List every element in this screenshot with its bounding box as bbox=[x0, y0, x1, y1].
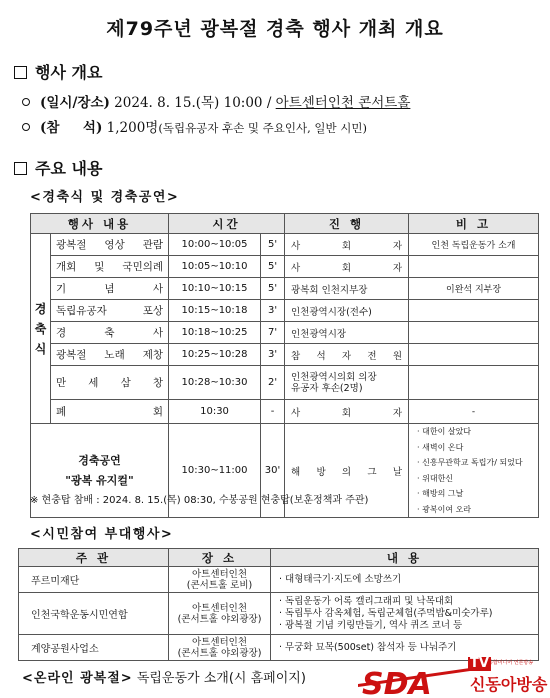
mc-cell: 해 방 의 그 날 bbox=[285, 424, 409, 518]
list-item: · 대형태극기·지도에 소망쓰기 bbox=[279, 573, 402, 585]
broadcaster-logo bbox=[358, 658, 550, 698]
event-cell: 독립유공자 포상 bbox=[51, 300, 169, 322]
mc-cell: 광복회 인천지부장 bbox=[285, 278, 409, 300]
square-bullet-icon bbox=[14, 162, 27, 175]
mc-cell: 인천광역시장 bbox=[285, 322, 409, 344]
online-text: 독립운동가 소개(시 홈페이지) bbox=[136, 671, 306, 686]
event-cell: 만 세 삼 창 bbox=[51, 366, 169, 400]
table-row bbox=[19, 593, 539, 635]
attendees-detail: (독립유공자 후손 및 주요인사, 일반 시민) bbox=[158, 121, 368, 135]
list-item: · 새벽이 온다 bbox=[417, 442, 464, 452]
header-organizer: 주 관 bbox=[19, 549, 169, 567]
mc-line: 유공자 후손(2명) bbox=[291, 382, 363, 394]
venue-line: 아트센터인천 bbox=[191, 636, 248, 648]
minutes-cell: 7' bbox=[261, 322, 285, 344]
square-bullet-icon bbox=[14, 66, 27, 79]
content-cell bbox=[271, 635, 539, 661]
date-line bbox=[22, 91, 410, 111]
performance-subtitle: "광복 유지컬" bbox=[65, 473, 134, 487]
content-cell bbox=[271, 567, 539, 593]
content-cell bbox=[271, 593, 539, 635]
list-item: · 독립운동가 어록 캘리그래피 및 낙목대회 bbox=[279, 595, 454, 607]
note-cell: 인천 독립운동가 소개 bbox=[409, 234, 539, 256]
logo-tagline: 종합미디어 언론방송 bbox=[488, 660, 534, 666]
event-cell: 기 념 사 bbox=[51, 278, 169, 300]
date-label: (일시/장소) bbox=[40, 95, 110, 111]
side-events-heading: <시민참여 부대행사> bbox=[30, 527, 174, 542]
table-row bbox=[31, 278, 539, 300]
ceremony-subheading: <경축식 및 경축공연> bbox=[30, 190, 180, 205]
list-item: · 위대한신 bbox=[417, 473, 454, 483]
time-cell: 10:28~10:30 bbox=[169, 366, 261, 400]
performance-title: 경축공연 bbox=[78, 453, 121, 467]
venue-line: (콘서트홀 야외광장) bbox=[177, 613, 262, 625]
venue-line: 아트센터인천 bbox=[191, 602, 248, 614]
note-cell: - bbox=[409, 400, 539, 424]
time-cell: 10:15~10:18 bbox=[169, 300, 261, 322]
event-cell: 경 축 사 bbox=[51, 322, 169, 344]
venue-cell bbox=[169, 593, 271, 635]
time-cell: 10:30~11:00 bbox=[169, 424, 261, 518]
mc-cell: 참 석 자 전 원 bbox=[285, 344, 409, 366]
time-cell: 10:00~10:05 bbox=[169, 234, 261, 256]
event-cell: 광복절 노래 제창 bbox=[51, 344, 169, 366]
list-item: · 광복절 기념 키링만들기, 역사 퀴즈 코너 등 bbox=[279, 619, 463, 631]
venue-cell bbox=[169, 567, 271, 593]
minutes-cell: 5' bbox=[261, 234, 285, 256]
ceremony-category-label: 경 축 식 bbox=[34, 301, 47, 356]
section-heading-overview: 행사 개요 bbox=[14, 60, 102, 83]
minutes-cell: 2' bbox=[261, 366, 285, 400]
date-value: 2024. 8. 15.(목) 10:00 / bbox=[114, 95, 272, 111]
minutes-cell: 3' bbox=[261, 300, 285, 322]
event-cell: 광복절 영상 관람 bbox=[51, 234, 169, 256]
note-cell bbox=[409, 256, 539, 278]
circle-bullet-icon bbox=[22, 123, 30, 131]
side-events-table bbox=[18, 548, 539, 661]
mc-cell: 사 회 자 bbox=[285, 234, 409, 256]
venue-text: 아트센터인천 콘서트홀 bbox=[275, 95, 411, 111]
performance-notes bbox=[409, 424, 539, 518]
logo-tv-badge: TV bbox=[470, 656, 489, 671]
event-cell: 개회 및 국민의례 bbox=[51, 256, 169, 278]
table-row bbox=[31, 300, 539, 322]
table-row bbox=[31, 234, 539, 256]
logo-brand-name: 신동아방송 bbox=[470, 675, 548, 694]
venue-cell bbox=[169, 635, 271, 661]
header-content: 내 용 bbox=[271, 549, 539, 567]
minutes-cell: 30' bbox=[261, 424, 285, 518]
mc-cell: 인천광역시장(전수) bbox=[285, 300, 409, 322]
table-row bbox=[31, 322, 539, 344]
header-venue: 장 소 bbox=[169, 549, 271, 567]
header-progress: 진 행 bbox=[285, 214, 409, 234]
online-line bbox=[22, 667, 306, 686]
section-heading-main: 주요 내용 bbox=[14, 156, 102, 179]
table-row bbox=[31, 400, 539, 424]
attendees-line bbox=[22, 116, 367, 136]
mc-cell bbox=[285, 366, 409, 400]
online-label: <온라인 광복절> bbox=[22, 671, 133, 686]
organizer-cell: 인천국학운동시민연합 bbox=[19, 593, 169, 635]
header-event: 행사 내용 bbox=[31, 214, 169, 234]
logo-mark-text: SDA bbox=[362, 667, 432, 698]
circle-bullet-icon bbox=[22, 98, 30, 106]
list-item: · 신흥무관학교 독립가/ 되었다 bbox=[417, 458, 523, 467]
note-cell bbox=[409, 344, 539, 366]
header-remarks: 비 고 bbox=[409, 214, 539, 234]
note-cell: 이완석 지부장 bbox=[409, 278, 539, 300]
event-cell: 폐 회 bbox=[51, 400, 169, 424]
venue-line: (콘서트홀 야외광장) bbox=[177, 647, 262, 659]
sda-logo-mark bbox=[358, 658, 470, 698]
footnote: ※ 현충탑 참배 : 2024. 8. 15.(목) 08:30, 수봉공원 현충탑(보훈정책과 주관) bbox=[30, 495, 369, 506]
list-item: · 무궁화 묘목(500set) 참석자 등 나눠주기 bbox=[279, 641, 457, 653]
note-cell bbox=[409, 366, 539, 400]
table-row bbox=[19, 567, 539, 593]
organizer-cell: 푸르미재단 bbox=[19, 567, 169, 593]
table-row bbox=[31, 366, 539, 400]
list-item: · 독립투사 감옥체험, 독립군체험(주먹밥&미숫가루) bbox=[279, 607, 493, 619]
attendees-count: 1,200명 bbox=[106, 120, 159, 136]
time-cell: 10:30 bbox=[169, 400, 261, 424]
time-cell: 10:05~10:10 bbox=[169, 256, 261, 278]
venue-line: (콘서트홀 로비) bbox=[186, 579, 253, 591]
minutes-cell: - bbox=[261, 400, 285, 424]
page-title: 제79주년 광복절 경축 행사 개최 개요 bbox=[106, 18, 444, 40]
table-row bbox=[19, 635, 539, 661]
list-item: · 대한이 살았다 bbox=[417, 427, 472, 436]
minutes-cell: 5' bbox=[261, 256, 285, 278]
header-time: 시간 bbox=[169, 214, 285, 234]
attendees-label: (참 석) bbox=[40, 120, 103, 136]
venue-line: 아트센터인천 bbox=[191, 568, 248, 580]
ceremony-table bbox=[30, 213, 539, 518]
note-cell bbox=[409, 322, 539, 344]
note-cell bbox=[409, 300, 539, 322]
time-cell: 10:18~10:25 bbox=[169, 322, 261, 344]
table-row bbox=[31, 344, 539, 366]
list-item: · 광복이여 오라 bbox=[417, 504, 472, 514]
mc-line: 인천광역시의회 의장 bbox=[291, 371, 377, 383]
ceremony-category-cell bbox=[31, 234, 51, 424]
organizer-cell: 계양공원사업소 bbox=[19, 635, 169, 661]
mc-cell: 사 회 자 bbox=[285, 256, 409, 278]
time-cell: 10:10~10:15 bbox=[169, 278, 261, 300]
list-item: · 해방의 그날 bbox=[417, 489, 464, 498]
minutes-cell: 5' bbox=[261, 278, 285, 300]
table-row bbox=[31, 256, 539, 278]
time-cell: 10:25~10:28 bbox=[169, 344, 261, 366]
mc-cell: 사 회 자 bbox=[285, 400, 409, 424]
minutes-cell: 3' bbox=[261, 344, 285, 366]
